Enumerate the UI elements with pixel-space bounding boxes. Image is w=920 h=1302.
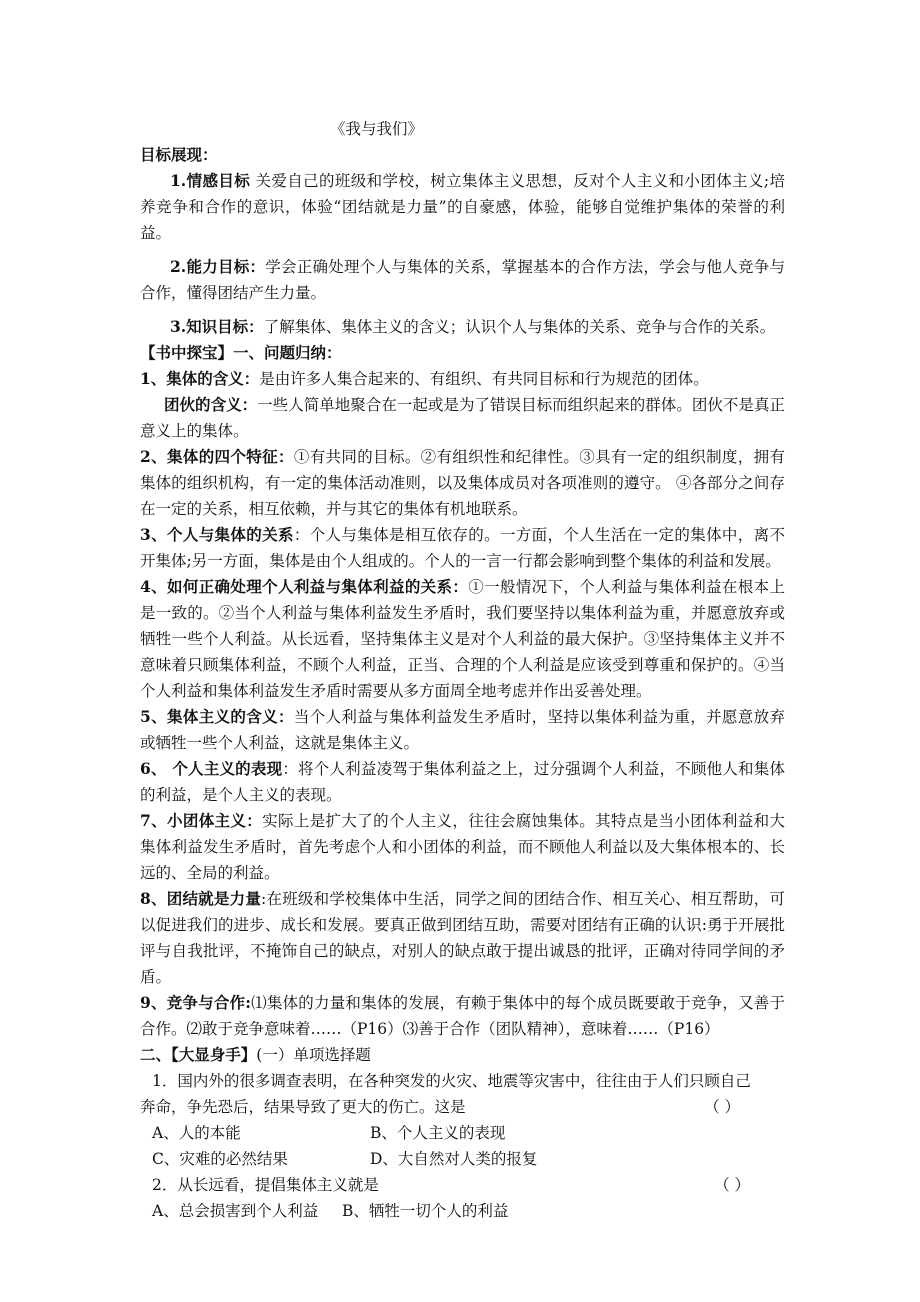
item-text: 一些人简单地聚合在一起或是为了错误目标而组织起来的群体。团伙不是真正意义上的集体。 xyxy=(140,396,785,440)
item-label: 团伙的含义： xyxy=(164,395,258,414)
item-label: 8、团结就是力量 xyxy=(140,889,262,908)
goal-2-text: 学会正确处理个人与集体的关系，掌握基本的合作方法，学会与他人竞争与合作，懂得团结产生力量。 xyxy=(140,258,785,302)
book-item-7 xyxy=(140,808,785,886)
goal-1 xyxy=(140,168,785,246)
book-item-4 xyxy=(140,574,785,704)
exercise-heading-bold: 二、【大显身手】 xyxy=(140,1045,257,1064)
option-c: C、灾难的必然结果 xyxy=(152,1150,288,1168)
item-label: 9、竞争与合作: xyxy=(140,993,251,1012)
option-b: B、牺牲一切个人的利益 xyxy=(342,1202,509,1220)
option-a: A、总会损害到个人利益 xyxy=(152,1202,319,1220)
answer-blank: （ ） xyxy=(704,1098,740,1116)
book-item-6 xyxy=(140,756,785,808)
item-label: 3、个人与集体的关系 xyxy=(140,525,294,544)
option-a: A、人的本能 xyxy=(152,1124,241,1142)
question-1-line-2 xyxy=(140,1094,785,1120)
book-item-3 xyxy=(140,522,785,574)
question-1-stem-end: 奔命，争先恐后，结果导致了更大的伤亡。这是 xyxy=(140,1098,466,1116)
goal-3-text: 了解集体、集体主义的含义；认识个人与集体的关系、竞争与合作的关系。 xyxy=(263,318,776,336)
book-item-1 xyxy=(140,366,785,392)
goal-2 xyxy=(140,254,785,306)
book-item-5 xyxy=(140,704,785,756)
item-label: 2、集体的四个特征： xyxy=(140,447,294,466)
goals-heading: 目标展现： xyxy=(140,145,218,164)
goal-3 xyxy=(140,314,785,340)
question-2-options-ab xyxy=(140,1198,785,1224)
item-label: 7、小团体主义： xyxy=(140,811,263,830)
page-title: 《我与我们》 xyxy=(330,120,424,138)
item-text: 当个人利益与集体利益发生矛盾时，坚持以集体利益为重，并愿意放弃或牺牲一些个人利益，这就是集体主义。 xyxy=(140,708,785,752)
question-1-options-ab xyxy=(140,1120,785,1146)
book-item-9 xyxy=(140,990,785,1042)
item-text: 是由许多人集合起来的、有组织、有共同目标和行为规范的团体。 xyxy=(259,370,709,388)
item-label: 1、集体的含义： xyxy=(140,369,260,388)
exercise-heading-rest: (一）单项选择题 xyxy=(256,1046,371,1064)
question-1-line-1: 1．国内外的很多调查表明，在各种突发的火灾、地震等灾害中，往往由于人们只顾自己 xyxy=(152,1072,751,1090)
item-label: 6、 个人主义的表现 xyxy=(140,759,283,778)
book-heading: 【书中探宝】一、问题归纳： xyxy=(140,343,342,362)
item-text: ⑴集体的力量和集体的发展，有赖于集体中的每个成员既要敢于竞争，又善于合作。⑵敢于竞争意味着……（P16）⑶善于合作（团队精神），意味着……（P16） xyxy=(140,994,785,1038)
item-label: 4、如何正确处理个人利益与集体利益的关系： xyxy=(140,577,469,596)
option-d: D、大自然对人类的报复 xyxy=(370,1150,538,1168)
question-2-stem: 2．从长远看，提倡集体主义就是 xyxy=(152,1176,379,1194)
book-item-2 xyxy=(140,444,785,522)
item-text: ：个人与集体是相互依存的。一方面，个人生活在一定的集体中，离不开集体;另一方面，集体是由个人组成的。个人的一言一行都会影响到整个集体的利益和发展。 xyxy=(140,526,785,570)
goal-1-text: 关爱自己的班级和学校，树立集体主义思想，反对个人主义和小团体主义;培养竞争和合作的意识，体验“团结就是力量”的自豪感，体验，能够自觉维护集体的荣誉的利益。 xyxy=(140,172,785,242)
goal-2-label: 2.能力目标： xyxy=(170,257,266,276)
exercise-heading xyxy=(140,1042,785,1068)
answer-blank: （ ） xyxy=(714,1176,750,1194)
question-1-options-cd xyxy=(140,1146,785,1172)
option-b: B、个人主义的表现 xyxy=(370,1124,506,1142)
goal-1-label: 1.情感目标 xyxy=(170,171,251,190)
item-text: ①一般情况下，个人利益与集体利益在根本上是一致的。②当个人利益与集体利益发生矛盾时，我们要坚持以集体利益为重，并愿意放弃或牺牲一些个人利益。从长远看，坚持集体主义是对个人利益的最大保护。③坚持集体主义并不意味着只顾集体利益，不顾个人利益，正当、合理的个人利益是应该受到尊重和保护的。④当个人利益和集体利益发生矛盾时需要从多方面周全地考虑并作出妥善处理。 xyxy=(140,578,785,700)
item-text: ①有共同的目标。②有组织性和纪律性。③具有一定的组织制度，拥有集体的组织机构，有一定的集体活动准则，以及集体成员对各项准则的遵守。 ④各部分之间存在一定的关系，相互依赖，并与其它的集体有机地联系。 xyxy=(140,448,785,518)
book-item-gang xyxy=(140,392,785,444)
item-text: :在班级和学校集体中生活，同学之间的团结合作、相互关心、相互帮助，可以促进我们的进步、成长和发展。要真正做到团结互助，需要对团结有正确的认识:勇于开展批评与自我批评，不掩饰自己的缺点，对别人的缺点敢于提出诚恳的批评，正确对待同学间的矛盾。 xyxy=(140,890,785,986)
item-label: 5、集体主义的含义： xyxy=(140,707,294,726)
document-page xyxy=(140,116,785,1224)
item-text: 实际上是扩大了的个人主义，往往会腐蚀集体。其特点是当小团体利益和大集体利益发生矛盾时，首先考虑个人和小团体的利益，而不顾他人利益以及大集体根本的、长远的、全局的利益。 xyxy=(140,812,785,882)
goal-3-label: 3.知识目标： xyxy=(170,317,264,336)
item-text: ：将个人利益凌驾于集体利益之上，过分强调个人利益，不顾他人和集体的利益，是个人主义的表现。 xyxy=(140,760,785,804)
question-2-line xyxy=(140,1172,785,1198)
book-item-8 xyxy=(140,886,785,990)
